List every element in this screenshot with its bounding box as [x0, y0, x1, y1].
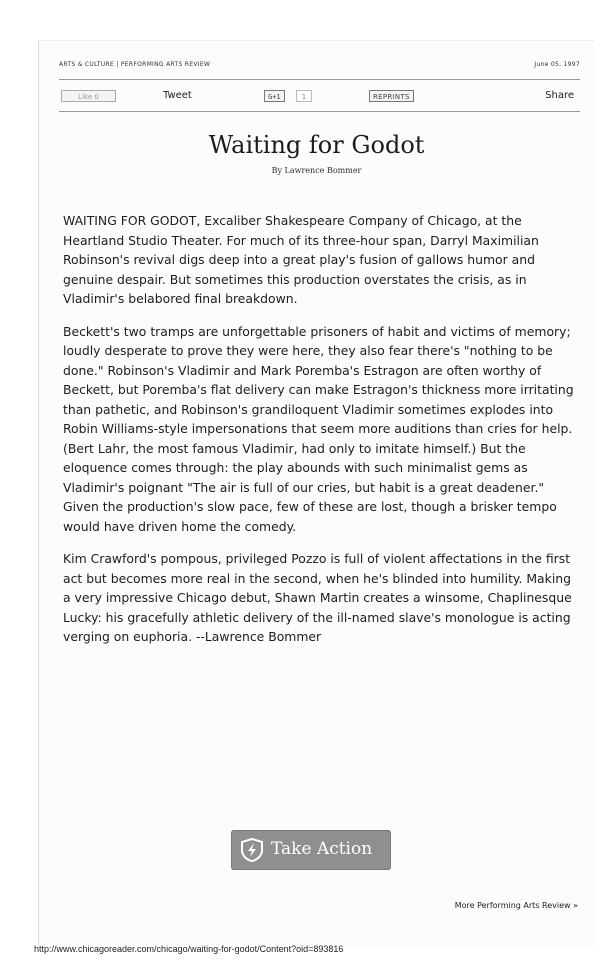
google-plus-button[interactable]: G+1	[264, 90, 285, 102]
take-action-label: Take Action	[271, 839, 373, 859]
section-header	[59, 61, 580, 73]
article-body	[63, 211, 580, 660]
tweet-button[interactable]: Tweet	[163, 90, 192, 101]
share-button[interactable]: Share	[545, 90, 574, 101]
share-divider	[59, 111, 580, 112]
article-byline: By Lawrence Bommer	[271, 166, 362, 175]
paragraph: Beckett's two tramps are unforgettable prisoners of habit and victims of memory; loudly desperate to prove they were here, they also fear there's "nothing to be done." Robinson's Vladimir and Mark Poremba's Estragon are often worthy of Beckett, but Poremba's flat delivery can make Estragon's thickness more irritating than pathetic, and Robinson's grandiloquent Vladimir sometimes explodes into Robin Williams-style impersonations that seem more auditions than cries for help. (Bert Lahr, the most famous Vladimir, had only to imitate himself.) But the eloquence comes through: the play abounds with such minimalist gems as Vladimir's poignant "The air is full of our cries, but habit is a great deadener." Given the production's slow pace, few of these are lost, though a brisker tempo would have driven home the comedy.	[63, 323, 574, 534]
take-action-button[interactable]	[231, 830, 391, 870]
article-title: Waiting for Godot	[208, 131, 425, 159]
printed-page	[38, 40, 594, 946]
shield-lightning-icon	[241, 838, 263, 862]
reprints-button[interactable]: REPRINTS	[369, 90, 414, 102]
page-url: http://www.chicagoreader.com/chicago/waiting-for-godot/Content?oid=893816	[34, 944, 344, 954]
header-divider	[59, 79, 580, 80]
google-plus-count: 1	[296, 90, 312, 102]
paragraph: WAITING FOR GODOT, Excaliber Shakespeare Company of Chicago, at the Heartland Studio Theater. For much of its three-hour span, Darryl Maximilian Robinson's revival digs deep into a great play's fusion of gallows humor and genuine despair. But sometimes this production overstates the crisis, as in Vladimir's belabored final breakdown.	[63, 213, 539, 306]
like-button[interactable]: Like 0	[61, 90, 116, 102]
more-reviews-link[interactable]: More Performing Arts Review »	[454, 901, 578, 910]
article-date: June 05, 1997	[534, 61, 580, 68]
share-bar	[59, 87, 580, 107]
paragraph: Kim Crawford's pompous, privileged Pozzo is full of violent affectations in the first act but becomes more real in the second, when he's blinded into humility. Making a very impressive Chicago debut, Shawn Martin creates a winsome, Chaplinesque Lucky: his gracefully athletic delivery of the ill-named slave's monologue is acting verging on euphoria. --Lawrence Bommer	[63, 551, 572, 644]
section-label: ARTS & CULTURE | PERFORMING ARTS REVIEW	[59, 61, 211, 68]
